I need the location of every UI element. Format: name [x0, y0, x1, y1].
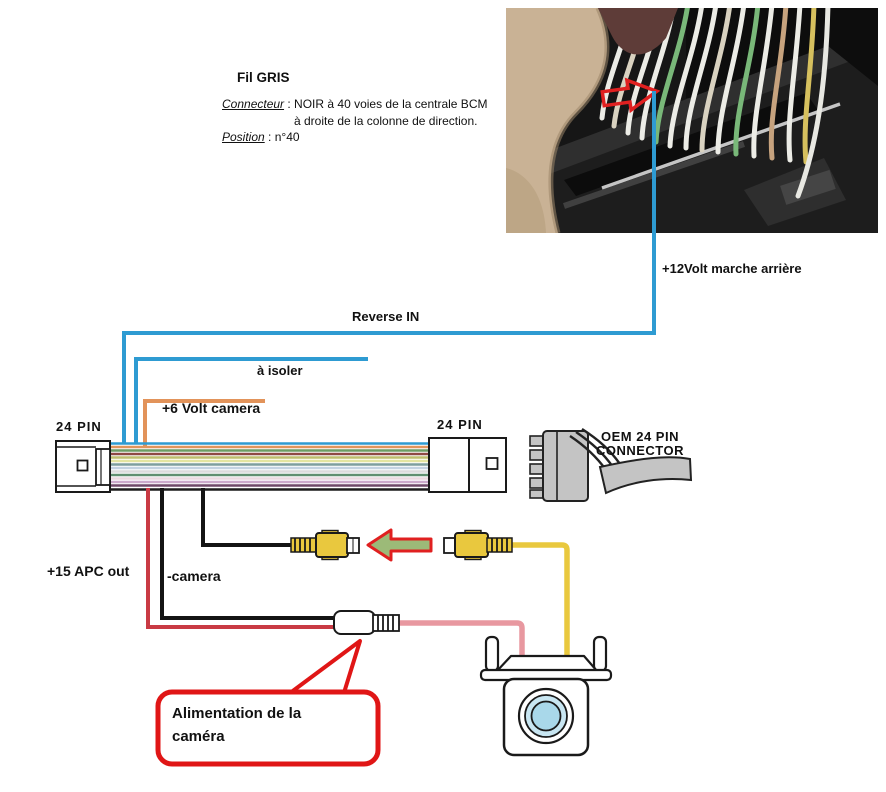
label-oem-line1: OEM 24 PIN: [601, 429, 679, 444]
label-oem-connector: [578, 430, 702, 458]
rca-male: [444, 531, 512, 560]
connecteur-line2: à droite de la colonne de direction.: [294, 114, 478, 128]
label-camera-power: [172, 702, 301, 748]
label-12v-reverse: +12Volt marche arrière: [662, 261, 802, 276]
dc-power-plug: [334, 611, 399, 634]
label-camera-neg: -camera: [167, 568, 221, 584]
wire-video-black: [203, 488, 296, 545]
label-isolate: à isoler: [257, 363, 303, 378]
cable-video-yellow: [510, 545, 567, 658]
wire-reverse-blue: [124, 91, 654, 444]
bubble-line2: caméra: [172, 728, 225, 745]
wire-ground-black: [162, 488, 340, 618]
camera-art: [481, 637, 611, 755]
connector-pin: [78, 461, 88, 471]
camera-tab: [594, 637, 606, 671]
bubble-tail: [286, 641, 360, 696]
position-value: : n°40: [268, 130, 300, 144]
plug-barrel: [373, 615, 399, 631]
rca-female: [291, 531, 359, 560]
camera-mount: [497, 656, 597, 671]
rca-body: [455, 533, 488, 557]
oem-cable: [600, 457, 691, 493]
cable-power-pink: [397, 623, 522, 658]
wire-apc-red: [148, 488, 340, 627]
plug-body: [334, 611, 375, 634]
camera-lens-center: [532, 702, 561, 731]
bubble-line1: Alimentation de la: [172, 705, 302, 722]
position-label: Position: [222, 130, 265, 144]
connector-24pin-left: [56, 441, 110, 492]
label-6v-camera: +6 Volt camera: [162, 400, 261, 416]
connecteur-value: : NOIR à 40 voies de la centrale BCM: [287, 97, 488, 111]
connect-arrow-icon: [368, 530, 431, 560]
ribbon-cable: [108, 444, 430, 490]
label-24pin-left: 24 PIN: [56, 419, 102, 434]
connector-interface: [96, 449, 110, 485]
connector-pin: [487, 458, 498, 469]
rca-body: [316, 533, 348, 557]
label-reverse-in: Reverse IN: [352, 309, 420, 324]
camera-tab: [486, 637, 498, 671]
fil-gris-title: Fil GRIS: [237, 70, 290, 85]
label-24pin-right: 24 PIN: [437, 417, 483, 432]
rca-barrel: [487, 538, 512, 552]
connecteur-line: [222, 97, 487, 111]
label-oem-line2: CONNECTOR: [595, 443, 685, 458]
connecteur-label: Connecteur: [222, 97, 285, 111]
position-line: [222, 130, 300, 144]
label-apc-out: +15 APC out: [47, 563, 130, 579]
connector-24pin-right: [429, 438, 506, 492]
